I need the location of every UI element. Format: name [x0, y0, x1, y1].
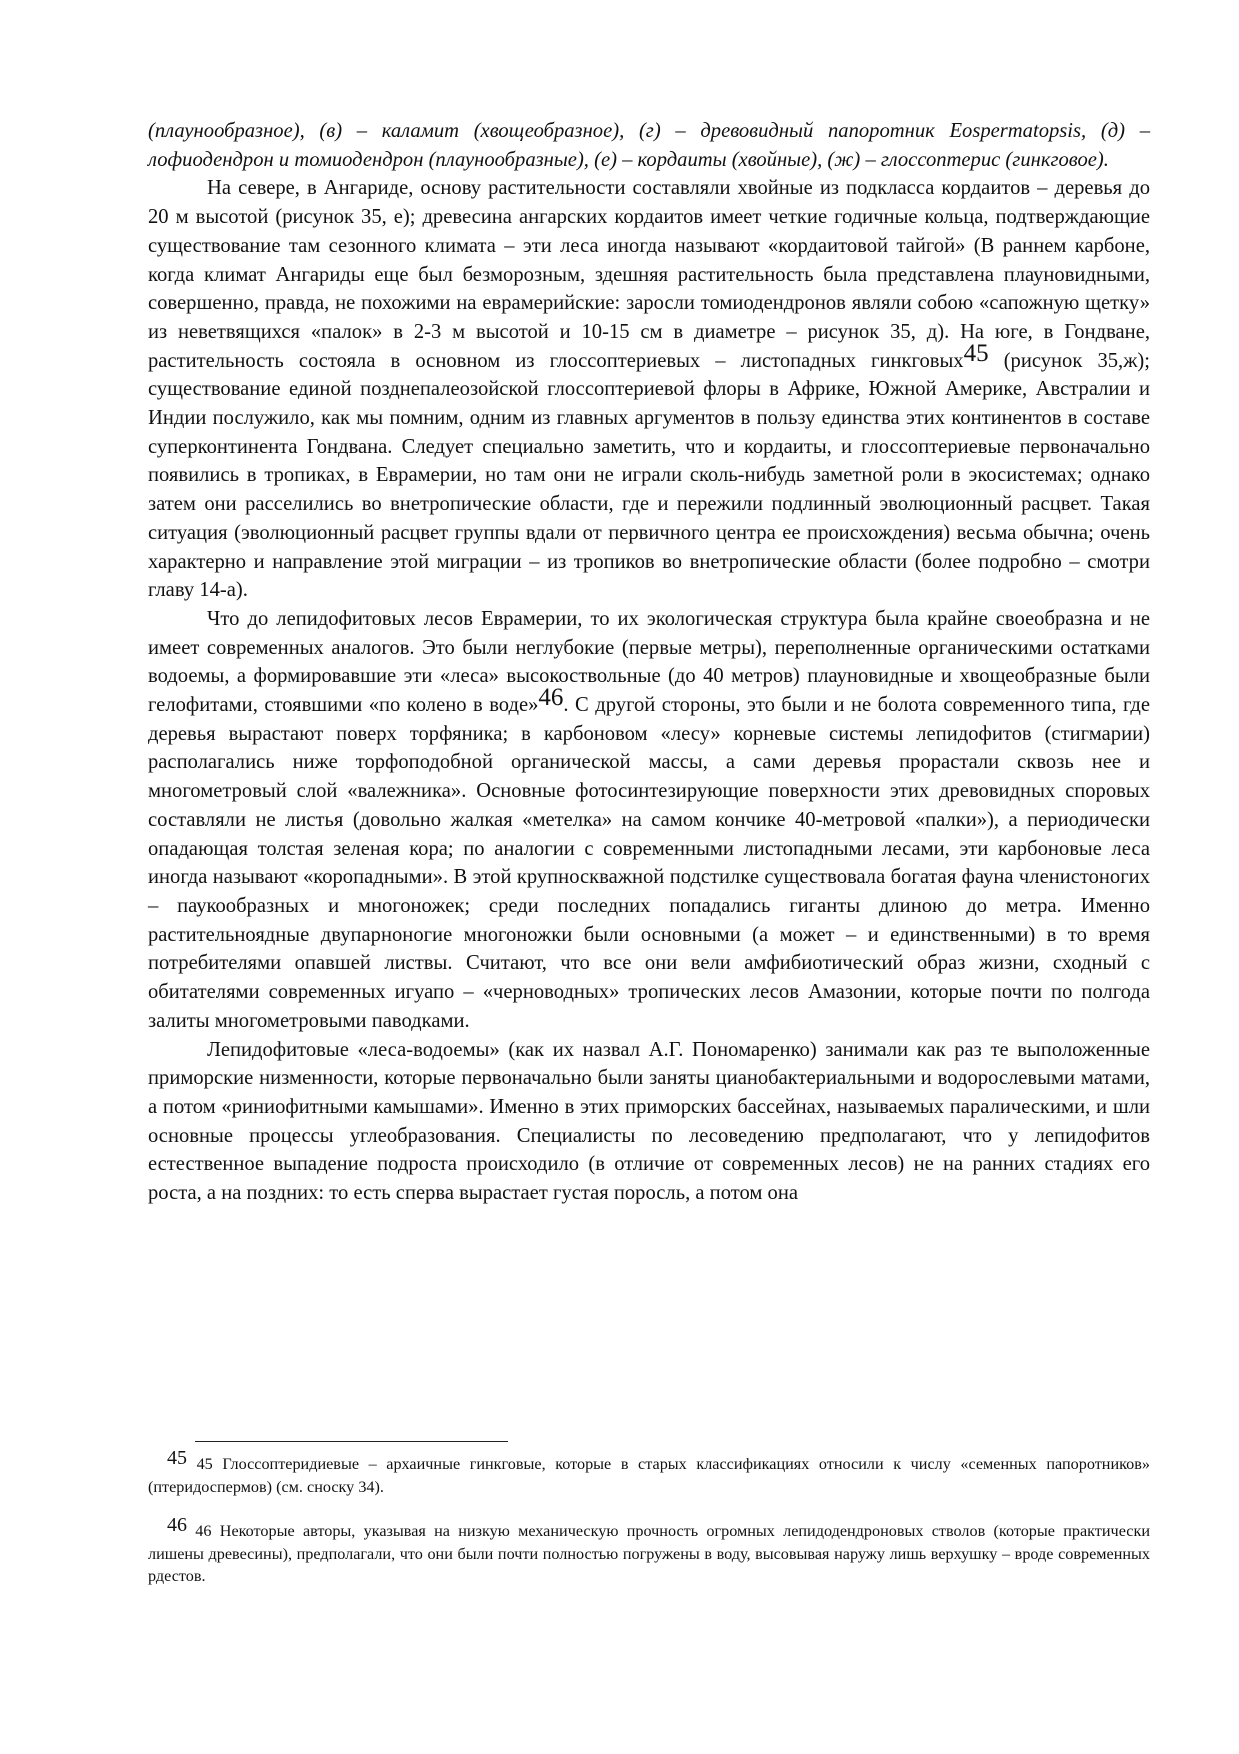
figure-caption-continuation: (плаунообразное), (в) – каламит (хвощеобразное), (г) – древовидный папоротник Eospermatopsis, (д) – лофиодендрон и томиодендрон (плаунообразные), (е) – кордаиты (хвойные), (ж) – глоссоптерис (гинкговое).: [148, 120, 1150, 171]
footnotes: [148, 1447, 1150, 1610]
footnote-separator: [195, 1441, 508, 1442]
footnote-46: [148, 1514, 1150, 1588]
paragraph-forest-ponds: Лепидофитовые «леса-водоемы» (как их назвал А.Г. Пономаренко) занимали как раз те выположенные приморские низменности, которые первоначально были заняты цианобактериальными и водорослевыми матами, а потом «риниофитными камышами». Именно в этих приморских бассейнах, называемых паралическими, и шли основные процессы углеобразования. Специалисты по лесоведению предполагают, что у лепидофитов естественное выпадение подроста происходило (в отличие от современных лесов) не на ранних стадиях его роста, а на поздних: то есть сперва вырастает густая поросль, а потом она: [148, 1038, 1150, 1205]
footnote-marker: 46: [167, 1514, 187, 1537]
paragraph-text: Что до лепидофитовых лесов Еврамерии, то их экологическая структура была крайне своеобразна и не имеет современных аналогов. Это были неглубокие (первые метры), переполненные органическими остатками водоемы, а формировавшие эти «леса» высокоствольные (до 40 метров) плауновидные и хвощеобразные были гелофитами, стоявшими «по колено в воде»: [148, 607, 1150, 717]
footnote-text: 45 Глоссоптеридиевые – архаичные гинкговые, которые в старых классификациях относили к числу «семенных папоротников» (птеридоспермов) (см. сноску 34).: [148, 1455, 1150, 1496]
footnote-text: 46 Некоторые авторы, указывая на низкую механическую прочность огромных лепидодендроновых стволов (которые практически лишены древесины), предполагали, что они были почти полностью погружены в воду, высовывая наружу лишь верхушку – вроде современных рдестов.: [148, 1522, 1150, 1586]
paragraph-angarida-gondwana: [148, 174, 1150, 605]
footnote-ref-45[interactable]: 45: [963, 339, 989, 367]
paragraph-text: (рисунок 35,ж); существование единой позднепалеозойской глоссоптериевой флоры в Африке, Южной Америке, Австралии и Индии послужило, как мы помним, одним из главных аргументов в пользу единства этих континентов в составе суперконтинента Гондвана. Следует специально заметить, что и кордаиты, и глоссоптериевые первоначально появились в тропиках, в Еврамерии, но там они не играли сколь-нибудь заметной роли в экосистемах; однако затем они расселились во внетропические области, где и пережили подлинный эволюционный расцвет. Такая ситуация (эволюционный расцвет группы вдали от первичного центра ее происхождения) весьма обычна; очень характерно и направление этой миграции – из тропиков во внетропические области (более подробно – смотри главу 14-а).: [148, 349, 1151, 602]
paragraph-text: На севере, в Ангариде, основу растительности составляли хвойные из подкласса кордаитов – деревья до 20 м высотой (рисунок 35, е); древесина ангарских кордаитов имеет четкие годичные кольца, подтверждающие существование там сезонного климата – эти леса иногда называют «кордаитовой тайгой» (В раннем карбоне, когда климат Ангариды еще был безморозным, здешняя растительность была представлена плауновидными, совершенно, правда, не похожими на еврамерийские: заросли томиодендронов являли собою «сапожную щетку» из неветвящихся «палок» в 2-3 м высотой и 10-15 см в диаметре – рисунок 35, д). На юге, в Гондване, растительность состояла в основном из глоссоптериевых – листопадных гинкговых: [148, 177, 1150, 372]
paragraph-text: . С другой стороны, это были и не болота современного типа, где деревья вырастают поверх торфяника; в карбоновом «лесу» корневые системы лепидофитов (стигмарии) располагались ниже торфоподобной органической массы, а сами деревья прорастали сквозь нее и многометровый слой «валежника». Основные фотосинтезирующие поверхности этих древовидных споровых составляли не листья (довольно жалкая «метелка» на самом кончике 40-метровой «палки»), а периодически опадающая толстая зеленая кора; по аналогии с современными листопадными лесами, эти карбоновые леса иногда называют «коропадными». В этой крупноскважной подстилке существовала богатая фауна членистоногих – паукообразных и многоножек; среди последних попадались гиганты длиною до метра. Именно растительноядные двупарноногие многоножки были основными (а может – и единственными) в то время потребителями опавшей листвы. Считают, что все они вели амфибиотический образ жизни, сходный с обитателями современных игуапо – «черноводных» тропических лесов Амазонии, которые почти по полгода залиты многометровыми паводками.: [148, 694, 1150, 1032]
main-text: [148, 117, 1150, 1208]
footnote-45: [148, 1447, 1150, 1498]
footnote-ref-46[interactable]: 46: [538, 684, 564, 712]
footnote-marker: 45: [167, 1447, 187, 1469]
paragraph-lepidophyte-forests: [148, 605, 1150, 1036]
